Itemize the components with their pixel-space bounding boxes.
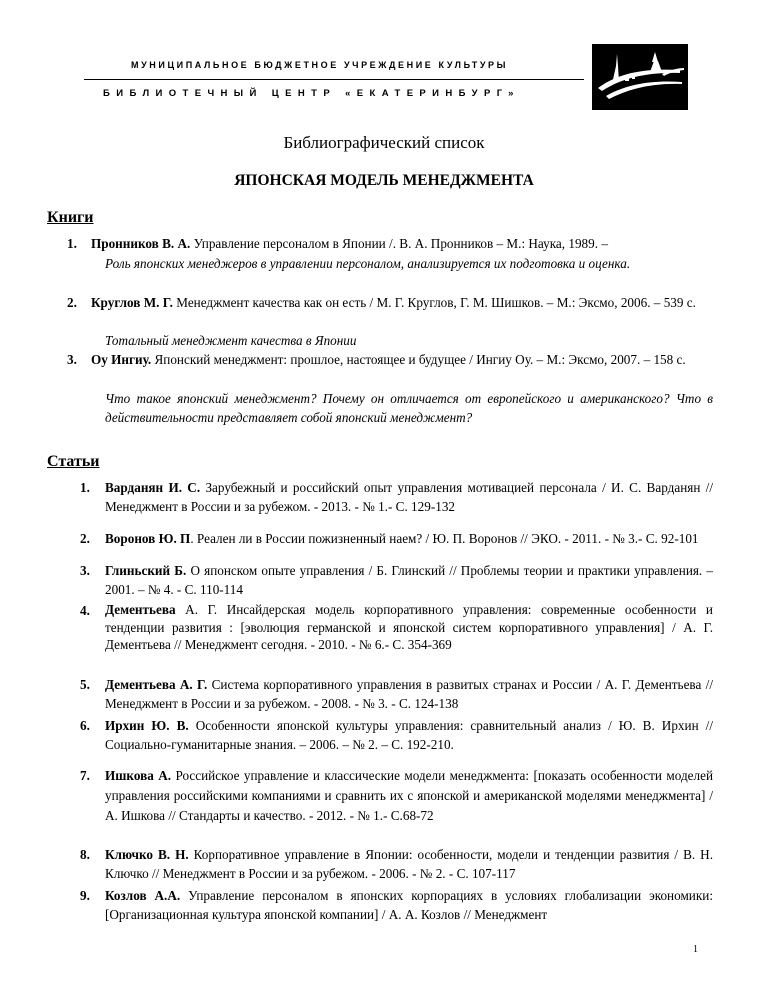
article-author: Ключко В. Н. [105, 847, 189, 862]
book-description: Японский менеджмент: прошлое, настоящее и будущее / Ингиу Оу. – М.: Эксмо, 2007. – 158 с. [151, 352, 686, 367]
article-entry [105, 675, 713, 713]
book-number: 2. [67, 295, 77, 310]
article-number: 5. [80, 677, 90, 692]
book-author: Пронников В. А. [91, 236, 191, 251]
book-number: 3. [67, 352, 77, 367]
article-entry [105, 886, 713, 924]
article-description: Система корпоративного управления в развитых странах и России / А. Г. Дементьева // Менеджмент в России и за рубежом. - 2008. - № 3. - С. 124-138 [105, 677, 714, 711]
article-author: Ишкова А. [105, 768, 172, 783]
article-number: 6. [80, 718, 90, 733]
article-entry [105, 766, 713, 826]
document-type: Библиографический список [283, 133, 485, 152]
library-center-line: БИБЛИОТЕЧНЫЙ ЦЕНТР «ЕКАТЕРИНБУРГ» [103, 88, 520, 99]
article-number: 4. [80, 603, 90, 618]
book-description: Управление персоналом в Японии /. В. А. Пронников – М.: Наука, 1989. – [190, 236, 608, 251]
article-author: Варданян И. С. [105, 480, 201, 495]
article-number: 1. [80, 480, 90, 495]
book-description: Менеджмент качества как он есть / М. Г. Круглов, Г. М. Шишков. – М.: Эксмо, 2006. – 539 с. [172, 295, 696, 310]
articles-heading: Статьи [47, 453, 100, 470]
article-entry [105, 601, 713, 654]
ekaterinburg-skyline-logo-icon [592, 44, 688, 110]
book-author: Оу Ингиу. [91, 352, 152, 367]
page-number: 1 [693, 944, 698, 955]
header-divider [84, 79, 584, 80]
book-annotation: Тотальный менеджмент качества в Японии [105, 333, 357, 348]
article-description: А. Г. Инсайдерская модель корпоративного управления: современные особенности и тенденции развития : [эволюция германской и японской систем корпоративного управления] / А. Г. Дементьева // Менеджмент сегодня. - 2010. - № 6.- С. 354-369 [105, 602, 713, 652]
article-description: Российское управление и классические модели менеджмента: [показать особенности моделей управления российскими компаниями и сравнить их с японской и американской моделями менеджмента] / А. Ишкова // Стандарты и качество. - 2012. - № 1.- С.68-72 [105, 768, 714, 823]
article-description: Особенности японской культуры управления: сравнительный анализ / Ю. В. Ирхин // Социально-гуманитарные знания. – 2006. – № 2. – С. 192-210. [105, 718, 714, 752]
article-entry [105, 478, 713, 516]
article-description: Корпоративное управление в Японии: особенности, модели и тенденции развития / В. Н. Ключко // Менеджмент в России и за рубежом. - 2006. - № 2. - С. 107-117 [105, 847, 714, 881]
article-author: Воронов Ю. П [105, 531, 191, 546]
article-author: Ирхин Ю. В. [105, 718, 189, 733]
article-number: 3. [80, 563, 90, 578]
organization-line: МУНИЦИПАЛЬНОЕ БЮДЖЕТНОЕ УЧРЕЖДЕНИЕ КУЛЬТУРЫ [131, 60, 509, 70]
book-author: Круглов М. Г. [91, 295, 173, 310]
article-description: О японском опыте управления / Б. Глинский // Проблемы теории и практики управления. – 2001. – № 4. - С. 110-114 [105, 563, 713, 597]
article-number: 9. [80, 888, 90, 903]
book-entry [91, 234, 711, 253]
article-entry [105, 845, 713, 883]
article-author: Дементьева [105, 602, 176, 617]
article-entry [105, 561, 713, 599]
article-number: 7. [80, 768, 90, 783]
article-number: 2. [80, 531, 90, 546]
document-title: ЯПОНСКАЯ МОДЕЛЬ МЕНЕДЖМЕНТА [234, 172, 534, 189]
article-description: Управление персоналом в японских корпорациях в условиях глобализации экономики: [Организационная культура японской компании] / А. А. Козлов // Менеджмент [105, 888, 713, 922]
article-entry [105, 716, 713, 754]
article-description: . Реален ли в России пожизненный наем? / Ю. П. Воронов // ЭКО. - 2011. - № 3.- С. 92-101 [190, 531, 699, 546]
article-author: Дементьева А. Г. [105, 677, 208, 692]
book-entry [91, 293, 713, 312]
article-number: 8. [80, 847, 90, 862]
article-author: Козлов А.А. [105, 888, 181, 903]
book-annotation: Что такое японский менеджмент? Почему он отличается от европейского и американского? Что в действительности представляет собой японский менеджмент? [105, 391, 713, 425]
book-entry [91, 350, 713, 369]
article-author: Глиньский Б. [105, 563, 187, 578]
article-entry [105, 529, 713, 548]
book-annotation: Роль японских менеджеров в управлении персоналом, анализируется их подготовка и оценка. [105, 256, 631, 271]
article-description: Зарубежный и российский опыт управления мотивацией персонала / И. С. Варданян // Менеджмент в России и за рубежом. - 2013. - № 1.- С. 129-132 [105, 480, 714, 514]
book-number: 1. [67, 236, 77, 251]
books-heading: Книги [47, 209, 94, 226]
